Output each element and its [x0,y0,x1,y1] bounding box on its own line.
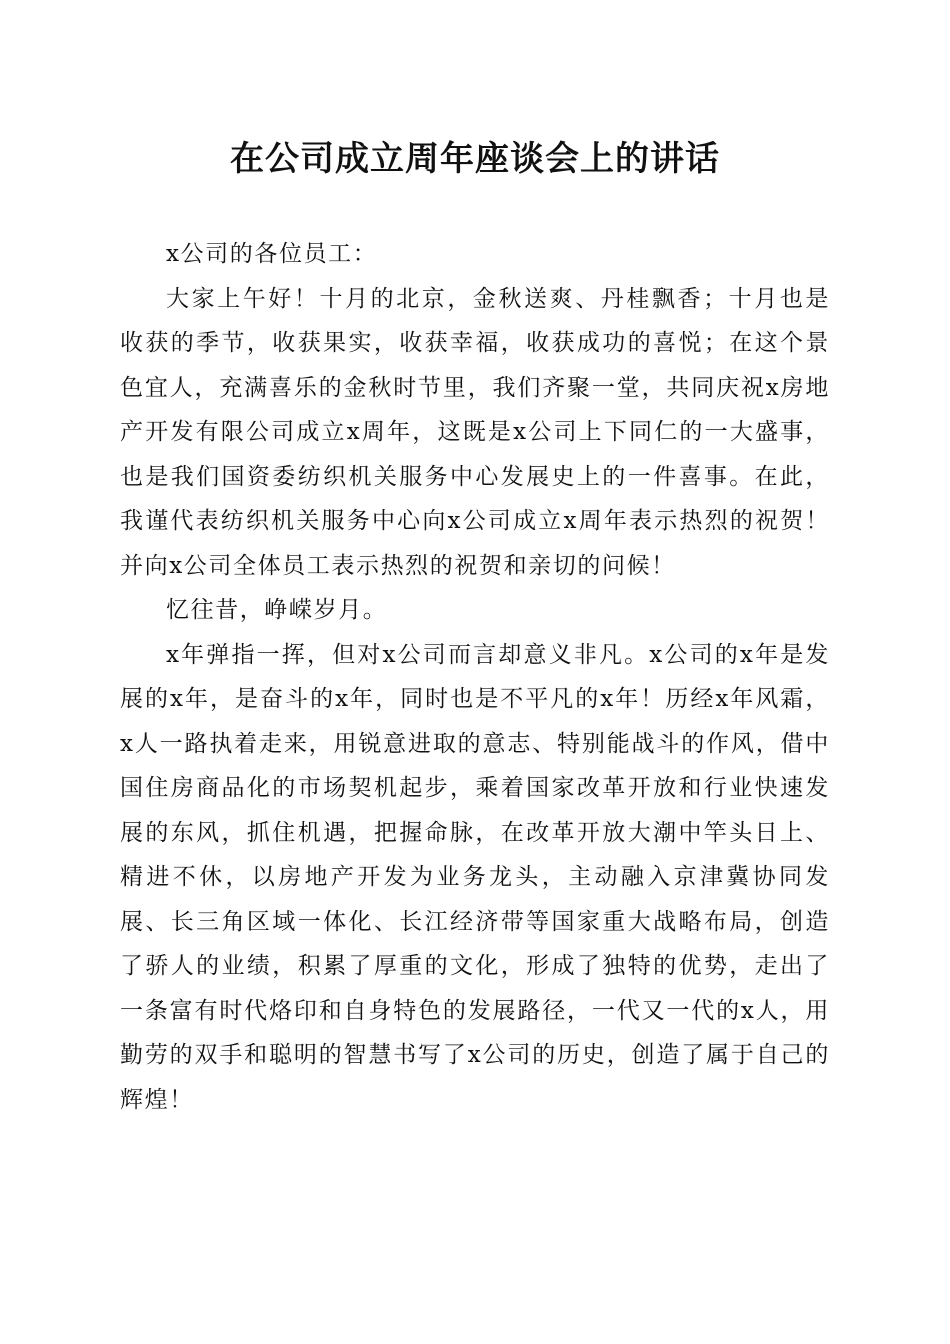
section-heading-paragraph: 忆往昔，峥嵘岁月。 [166,597,388,623]
history-paragraph: x年弹指一挥，但对x公司而言却意义非凡。x公司的x年是发展的x年，是奋斗的x年，同时也是不平凡的x年！历经x年风霜，x人一路执着走来，用锐意进取的意志、特别能战斗的作风，借中国住房商品化的市场契机起步，乘着国家改革开放和行业快速发展的东风，抓住机遇，把握命脉，在改革开放大潮中竿头日上、精进不休，以房地产开发为业务龙头，主动融入京津冀协同发展、长三角区域一体化、长江经济带等国家重大战略布局，创造了骄人的业绩，积累了厚重的文化，形成了独特的优势，走出了一条富有时代烙印和自身特色的发展路径，一代又一代的x人，用勤劳的双手和聪明的智慧书写了x公司的历史，创造了属于自己的辉煌！ [120,641,830,1113]
speech-body [120,232,830,1122]
greeting-paragraph: 大家上午好！十月的北京，金秋送爽、丹桂飘香；十月也是收获的季节，收获果实，收获幸福，收获成功的喜悦；在这个景色宜人，充满喜乐的金秋时节里，我们齐聚一堂，共同庆祝x房地产开发有限公司成立x周年，这既是x公司上下同仁的一大盛事，也是我们国资委纺织机关服务中心发展史上的一件喜事。在此，我谨代表纺织机关服务中心向x公司成立x周年表示热烈的祝贺！并向x公司全体员工表示热烈的祝贺和亲切的问候！ [120,285,830,579]
salutation-paragraph: x公司的各位员工： [166,241,378,267]
document-title: 在公司成立周年座谈会上的讲话 [230,139,720,179]
